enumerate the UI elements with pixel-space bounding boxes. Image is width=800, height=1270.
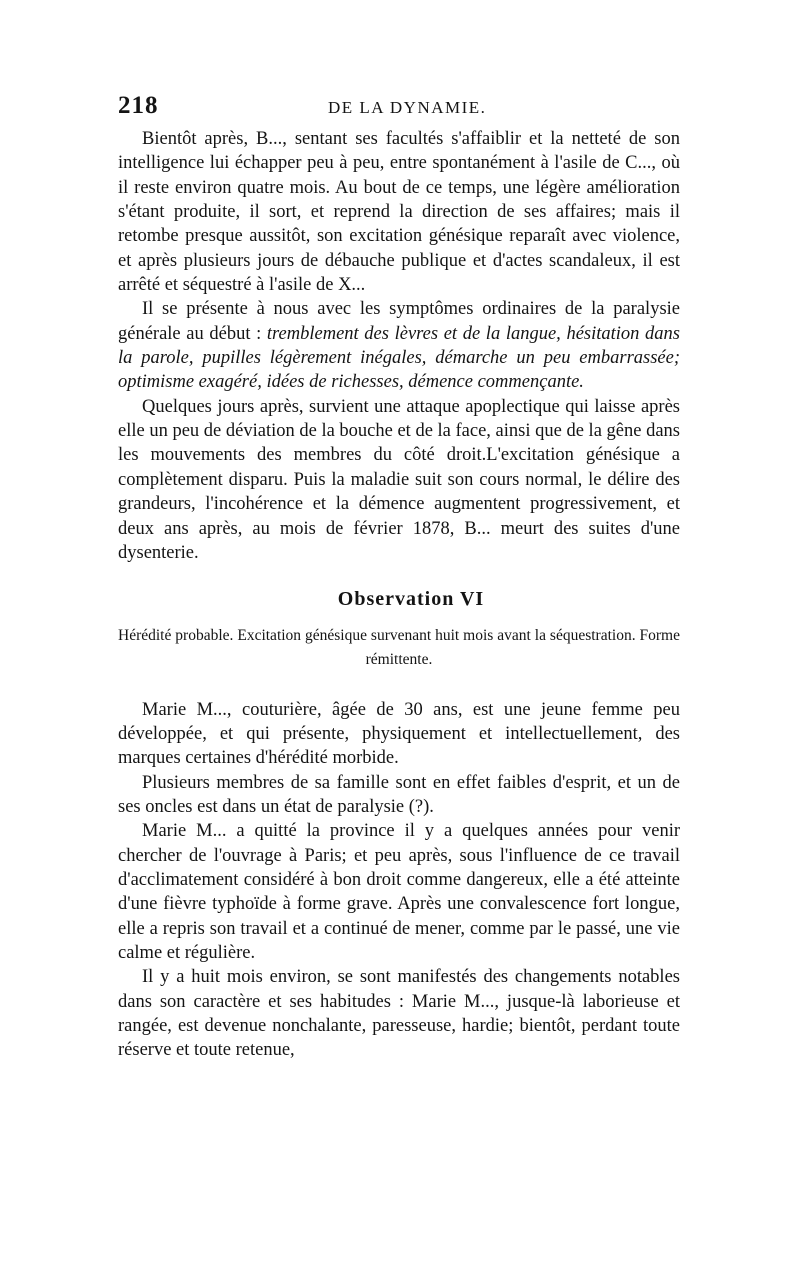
observation-summary: Hérédité probable. Excitation génésique survenant huit mois avant la séquestration. Forme rémittente. xyxy=(118,626,680,668)
paragraph-2 xyxy=(118,297,680,394)
paragraph-7: Il y a huit mois environ, se sont manifestés des changements notables dans son caractère et ses habitudes : Marie M..., jusque-là laborieuse et rangée, est devenue nonchalante, paresseuse, hardie; bientôt, perdant toute réserve et toute retenue, xyxy=(118,967,680,1061)
paragraph-6: Marie M... a quitté la province il y a quelques années pour venir chercher de l'ouvrage à Paris; et peu après, sous l'influence de ce travail d'acclimatement considéré à bon droit comme dangereux, elle a été atteinte d'une fièvre typhoïde à forme grave. Après une convalescence fort longue, elle a repris son travail et a continué de mener, comme par le passé, une vie calme et régulière. xyxy=(118,821,680,963)
paragraph-2-intro: Il se présente à nous avec les symptômes ordinaires de la paralysie générale au début : xyxy=(118,299,680,344)
paragraph-3: Quelques jours après, survient une attaque apoplectique qui laisse après elle un peu de déviation de la bouche et de la face, ainsi que de la gêne dans les mouvements des membres du côté droit.L'excitation génésique a complètement disparu. Puis la maladie suit son cours normal, le délire des grandeurs, l'incohérence et la démence augmentent progressivement, et deux ans après, au mois de février 1878, B... meurt des suites d'une dysenterie. xyxy=(118,396,680,563)
page-header xyxy=(118,92,680,122)
paragraph-2-symptoms: tremblement des lèvres et de la langue, hésitation dans la parole, pupilles légèrement inégales, démarche un peu embarrassée; optimisme exagéré, idées de richesses, démence commençante. xyxy=(118,323,680,393)
paragraph-4: Marie M..., couturière, âgée de 30 ans, est une jeune femme peu développée, et qui présente, physiquement et intellectuellement, des marques certaines d'hérédité morbide. xyxy=(118,699,680,769)
body-text xyxy=(118,127,680,1063)
paragraph-1: Bientôt après, B..., sentant ses facultés s'affaiblir et la netteté de son intelligence lui échapper peu à peu, entre spontanément à l'asile de C..., où il reste environ quatre mois. Au bout de ce temps, une légère amélioration s'étant produite, il sort, et reprend la direction de ses affaires; mais il retombe presque aussitôt, son excitation génésique reparaît avec violence, et après plusieurs jours de débauche publique et d'actes scandaleux, il est arrêté et séquestré à l'asile de X... xyxy=(118,129,680,296)
paragraph-5: Plusieurs membres de sa famille sont en effet faibles d'esprit, et un de ses oncles est dans un état de paralysie (?). xyxy=(118,772,680,817)
page-number: 218 xyxy=(118,92,159,119)
running-head: DE LA DYNAMIE. xyxy=(328,98,487,117)
observation-heading: Observation VI xyxy=(337,588,485,611)
